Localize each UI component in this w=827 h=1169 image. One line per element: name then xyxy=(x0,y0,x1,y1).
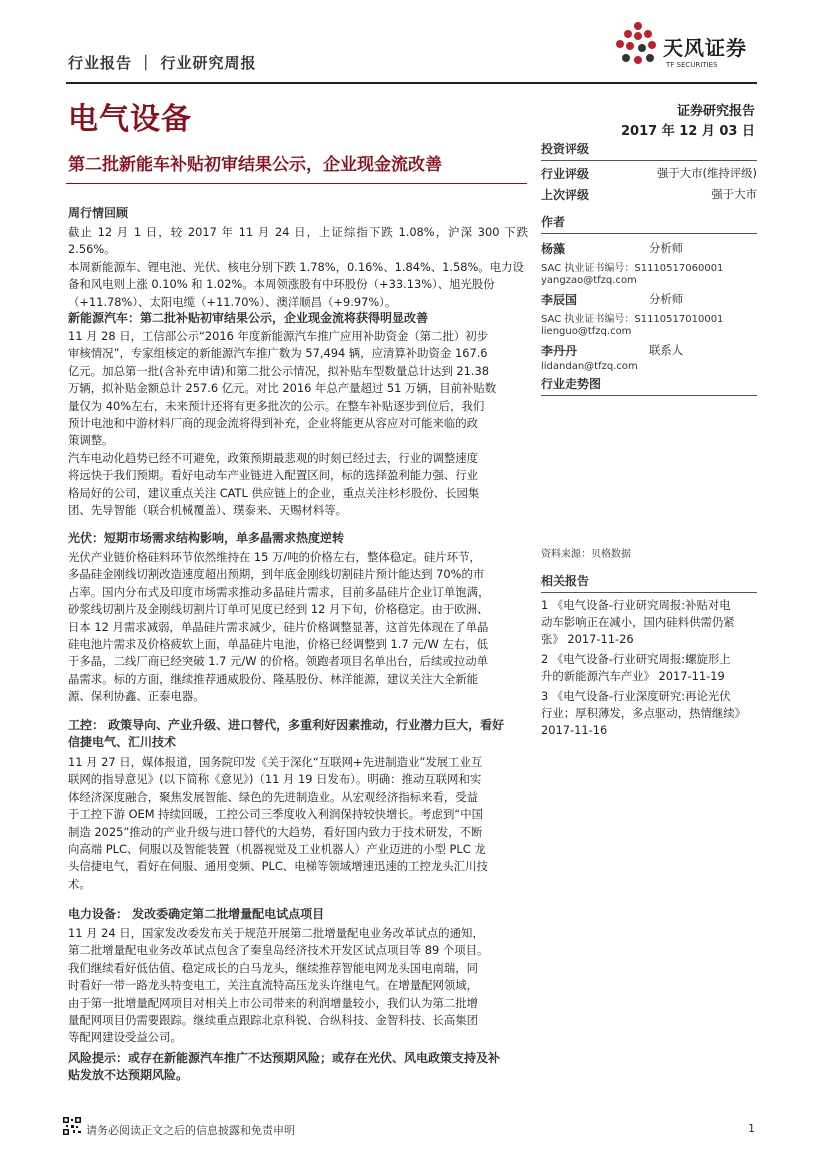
section-weekly-title: 周行情回顾 xyxy=(68,206,129,220)
related-head: 相关报告 xyxy=(541,574,590,588)
section-power-title: 电力设备： 发改委确定第二批增量配电试点项目 xyxy=(68,907,325,921)
section-ic-body: 11 月 27 日，媒体报道，国务院印发《关于深化“互联网+先进制造业”发展工业互 联网的指导意见》(以下简称《意见》)（11 月 19 日发布）。明确：推动互联网和实 体经济深度融合，聚焦发展智能、绿色的先进制造业。从宏观经济指标来看，受益 于工控下游 OEM 持续回暖，工控公司三季度收入利润保持较快增长。考虑到“中国 制造 2025”推动的产业升级与进口替代的大趋势，看好国内致力于技术研发，不断 向高端 PLC、伺服以及智能装置（机器视觉及工业机器人）产业迈进的小型 PLC 龙 头信捷电气，看好在伺服、通用变频、PLC、电梯等领域增速迅速的工控龙头汇川技 术。 xyxy=(68,755,488,891)
section-pv-title: 光伏：短期市场需求结构影响，单多晶需求热度逆转 xyxy=(68,531,345,545)
authors-head: 作者 xyxy=(541,215,566,229)
authors-divider xyxy=(541,233,757,234)
rating-divider xyxy=(541,160,757,161)
related-report-link[interactable]: 2 《电气设备-行业研究周报:螺旋形上 升的新能源汽车产业》 2017-11-19 xyxy=(541,652,731,683)
subtitle-divider xyxy=(66,183,527,184)
page-number: 1 xyxy=(748,1122,755,1135)
footer-disclaimer: 请务必阅读正文之后的信息披露和免责申明 xyxy=(86,1124,295,1137)
logo-en-text: TF SECURITIES xyxy=(666,61,718,69)
report-date: 2017 年 12 月 03 日 xyxy=(621,124,755,139)
logo-mark-icon xyxy=(612,20,660,72)
company-logo xyxy=(612,20,762,76)
section-ev-body: 11 月 28 日，工信部公示“2016 年度新能源汽车推广应用补助资金（第二批）初步 审核情况”，专家组核定的新能源汽车推广数为 57,494 辆，应清算补助资金 167.6 亿元。加总第一批(含补充申请)和第二批公示情况，拟补贴车型数量总计达到 21.38 万辆，拟补贴金额总计 257.6 亿元。对比 2016 年总产量超过 51 万辆，目前补贴数 量仅为 40%左右，未来预计还将有更多批次的公示。在整车补贴逐步到位后，我们 预计电池和中游材料厂商的现金流将得到补充，企业将能更从容应对可能来临的政 策调整。 xyxy=(68,329,497,448)
section-ev-title: 新能源汽车：第二批补贴初审结果公示，企业现金流将获得明显改善 xyxy=(68,311,429,325)
report-type: 证券研究报告 xyxy=(676,104,755,119)
related-report-link[interactable]: 3 《电气设备-行业深度研究:再论光伏 行业；厚积薄发，多点驱动，热情继续》 2017-11-16 xyxy=(541,689,747,737)
related-block xyxy=(541,572,757,739)
industry-title: 电气设备 xyxy=(68,102,192,137)
rating-block xyxy=(541,140,757,203)
author-email-link[interactable]: lidandan@tfzq.com xyxy=(541,361,638,372)
author-item: 李丹丹 联系人 lidandan@tfzq.com xyxy=(541,342,757,372)
section-ev-body-2: 汽车电动化趋势已经不可避免，政策预期最悲观的时刻已经过去，行业的调整速度 将远快于我们预期。看好电动车产业链进入配置区间，标的选择盈利能力强、行业 格局好的公司，建议重点关注 CATL 供应链上的企业，重点关注杉杉股份、长园集 团、先导智能（联合机械覆盖）、璞泰来、天赐材料等。 xyxy=(68,451,480,518)
authors-block xyxy=(541,213,757,372)
section-pv-body: 光伏产业链价格硅料环节依然维持在 15 万/吨的价格左右，整体稳定。硅片环节， 多晶硅金刚线切割改造速度超出预期，到年底金刚线切割硅片预计能达到 70%的市 占率。国内分布式及印度市场需求推动多晶硅片需求，目前多晶硅片企业订单饱满， 砂浆线切割片及金刚线切割片订单可见度已经到 12 月下旬，价格稳定。由于欧洲、 日本 12 月需求减弱，单晶硅片需求减少，硅片价格调整显著，这首先体现在了单晶 硅电池片需求及价格疲软上面，单晶硅片电池，价格已经调整到 1.7 元/W 左右，低 于多晶，二线厂商已经突破 1.7 元/W 的价格。领跑者项目名单出台，后续或拉动单 晶需求。标的方面，继续推荐通威股份、隆基股份、林洋能源，建议关注大全新能 源、保利协鑫、正泰电器。 xyxy=(68,550,490,704)
industry-rating-row: 行业评级 强于大市(维持评级) xyxy=(541,166,757,181)
author-email-link[interactable]: yangzao@tfzq.com xyxy=(541,275,637,286)
trend-head: 行业走势图 xyxy=(541,377,602,391)
author-email-link[interactable]: lienguo@tfzq.com xyxy=(541,326,632,337)
qr-code-icon xyxy=(63,1117,81,1135)
trend-divider xyxy=(541,395,757,396)
logo-cn-text: 天风证券 xyxy=(663,36,747,60)
trend-source: 资料来源：贝格数据 xyxy=(541,549,631,560)
risk-warning: 风险提示：或存在新能源汽车推广不达预期风险；或存在光伏、风电政策支持及补 贴发放不达预期风险。 xyxy=(68,1051,501,1082)
author-item: 杨藻 分析师 SAC 执业证书编号：S1110517060001 yangzao@tfzq.com xyxy=(541,240,757,286)
related-divider xyxy=(541,592,757,593)
related-report-link[interactable]: 1 《电气设备-行业研究周报:补贴对电 动车影响正在减小，国内硅料供需仍紧 张》 2017-11-26 xyxy=(541,598,735,646)
section-weekly-body: 截止 12 月 1 日，较 2017 年 11 月 24 日，上证综指下跌 1.08%，沪深 300 下跌 2.56%。 本周新能源车、锂电池、光伏、核电分别下跌 1.78%，0.16%、1.84%、1.58%。电力设 备和风电则上涨 0.10% 和 1.02%。本周领涨股有中环股份（+33.13%）、旭光股份 （+11.78%）、太阳电缆（+11.70%）、澳洋顺昌（+9.97%）。 xyxy=(68,225,528,309)
section-power-body: 11 月 24 日，国家发改委发布关于规范开展第二批增量配电业务改革试点的通知， 第二批增量配电业务改革试点包含了秦皇岛经济技术开发区试点项目等 89 个项目。 我们继续看好低估值、稳定成长的白马龙头，继续推荐智能电网龙头国电南瑞，同 时看好一带一路龙头特变电工，关注直流特高压龙头许继电气。在增量配网领域， 由于第一批增量配网项目对相关上市公司带来的利润增量较小，我们认为第二批增 量配网项目仍需要跟踪。继续重点跟踪北京科锐、合纵科技、金智科技、长高集团 等配网建设受益公司。 xyxy=(68,926,489,1045)
last-rating-row: 上次评级 强于大市 xyxy=(541,187,757,202)
report-subtitle: 第二批新能车补贴初审结果公示，企业现金流改善 xyxy=(68,155,442,175)
rating-head: 投资评级 xyxy=(541,142,590,156)
section-ic-title: 工控： 政策导向、产业升级、进口替代，多重利好因素推动，行业潜力巨大，看好 信捷电气、汇川技术 xyxy=(68,718,505,749)
author-item: 李辰国 分析师 SAC 执业证书编号：S1110517010001 lienguo@tfzq.com xyxy=(541,291,757,337)
header-divider xyxy=(66,82,757,84)
report-category: 行业报告 ｜ 行业研究周报 xyxy=(68,54,257,72)
trend-block xyxy=(541,375,757,396)
